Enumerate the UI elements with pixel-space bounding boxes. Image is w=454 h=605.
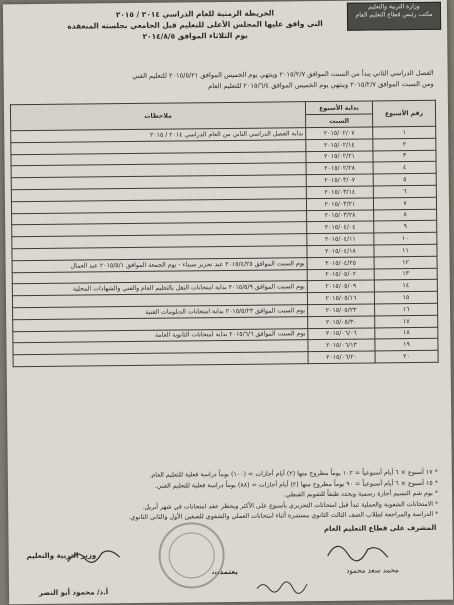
row-week-start-date: ٢٠١٥/٠٦/١٣ <box>308 339 375 351</box>
document-title: الخريطة الزمنية للعام الدراسي ٢٠١٤ / ٢٠١٥ <box>115 8 275 20</box>
approval-label: يعتمد،،، <box>211 567 238 577</box>
row-week-number: ١١ <box>374 244 437 256</box>
row-week-start-date: ٢٠١٥/٠٤/١١ <box>307 233 374 245</box>
row-week-number: ٦ <box>373 185 436 197</box>
ministry-letterhead-stamp <box>347 2 441 31</box>
row-week-number: ١٧ <box>375 315 438 327</box>
row-week-start-date: ٢٠١٥/٠٥/١٦ <box>307 292 374 304</box>
row-week-start-date: ٢٠١٥/٠٦/٠٦ <box>308 328 375 340</box>
supervisor-signature <box>322 535 392 566</box>
official-seal <box>158 522 225 589</box>
row-week-start-date: ٢٠١٥/٠٥/٢٣ <box>308 304 375 316</box>
intro-technical: الفصل الدراسي الثاني يبدأ من السبت الموافق ٢٠١٥/٢/٧ وينتهي يوم الخميس الموافق ٢٠١٥/٥/٢١ للتعليم الفني <box>132 68 434 80</box>
row-week-number: ٧ <box>373 197 436 209</box>
note-oral-exams: * الامتحانات الشفوية والعملية تبدأ قبل امتحانات التحريري بأسبوع على الأكثر ويحظر عقد امتحانات في شهر أبريل. <box>142 500 439 511</box>
row-week-start-date: ٢٠١٥/٠٤/١٨ <box>307 245 374 257</box>
intro-general: ومن السبت الموافق ٢٠١٥/٢/٧ وينتهي يوم الخميس الموافق ٢٠١٥/٦/٤ للتعليم العام <box>208 79 434 91</box>
handwritten-date <box>253 576 313 597</box>
row-note: بداية الفصل الدراسي الثاني من العام الدراسي ٢٠١٤ / ٢٠١٥ <box>11 128 306 143</box>
document-page <box>3 0 453 604</box>
row-week-number: ١ <box>373 126 436 138</box>
row-note <box>13 352 308 367</box>
row-week-start-date: ٢٠١٥/٠٦/٢٠ <box>308 351 375 363</box>
supervisor-name: محمد سعد محمود <box>346 566 399 575</box>
row-week-number: ٣ <box>373 150 436 162</box>
row-week-start-date: ٢٠١٥/٠٣/٢١ <box>306 198 373 210</box>
row-week-start-date: ٢٠١٥/٠٤/٢٥ <box>307 257 374 269</box>
header-week-no: رقم الأسبوع <box>372 100 435 127</box>
row-note: يوم السبت الموافق ٢٠١٥/٥/٢٣ بداية امتحانات الدبلومات الفنية <box>13 305 308 320</box>
stamp-line-ministry: وزارة التربية والتعليم <box>368 2 420 11</box>
row-week-number: ١٢ <box>374 256 437 268</box>
row-note: يوم السبت الموافق ٢٠١٥/٥/٩ بداية امتحانات النقل بالتعليم العام والفني والشهادات المحلية <box>12 281 307 296</box>
row-week-start-date: ٢٠١٥/٠٢/١٤ <box>306 139 373 151</box>
schedule-body <box>11 126 438 366</box>
stamp-line-office: مكتب رئيس قطاع التعليم العام <box>355 10 433 19</box>
row-week-number: ١٣ <box>374 268 437 280</box>
document-header <box>43 7 347 43</box>
row-note: يوم السبت الموافق ٢٠١٥/٤/٢٥ عيد تحرير سيناء - يوم الجمعة الموافق ٢٠١٥/٥/١ عيد العمال <box>12 257 307 272</box>
document-subtitle: التي وافق عليها المجلس الأعلى للتعليم قبل الجامعي بجلسته المنعقدة <box>67 18 323 31</box>
row-week-number: ١٩ <box>375 339 438 351</box>
row-week-number: ٨ <box>374 209 437 221</box>
note-general-days: * ١٧ أسبوع × ٦ أيام أسبوعياً = ١٠٢ يوماً مطروح منها (٢) أيام أجازات = (١٠٠) يوماً دراسة فعلية للتعليم العام. <box>149 468 438 479</box>
row-week-start-date: ٢٠١٥/٠٣/٠٧ <box>306 174 373 186</box>
row-week-start-date: ٢٠١٥/٠٢/٠٧ <box>306 127 373 139</box>
row-week-number: ٢ <box>373 138 436 150</box>
row-week-start-date: ٢٠١٥/٠٥/٠٢ <box>307 269 374 281</box>
row-week-start-date: ٢٠١٥/٠٥/٠٩ <box>307 280 374 292</box>
row-week-number: ١٥ <box>374 291 437 303</box>
row-week-number: ٩ <box>374 221 437 233</box>
row-week-start-date: ٢٠١٥/٠٥/٣٠ <box>308 316 375 328</box>
row-week-start-date: ٢٠١٥/٠٣/١٤ <box>306 186 373 198</box>
supervisor-title: المشرف على قطاع التعليم العام <box>323 523 437 534</box>
minister-name: أ.د/ محمود أبو النصر <box>38 588 109 597</box>
term-intro <box>14 68 434 94</box>
header-saturday: السبت <box>306 114 373 128</box>
header-notes: ملاحظات <box>10 102 305 131</box>
row-week-number: ٤ <box>373 162 436 174</box>
row-week-start-date: ٢٠١٥/٠٢/٢٨ <box>306 162 373 174</box>
row-week-number: ٥ <box>373 174 436 186</box>
schedule-table <box>10 100 439 367</box>
row-week-start-date: ٢٠١٥/٠٤/٠٤ <box>307 221 374 233</box>
minister-title: وزير التربية والتعليم <box>26 551 97 561</box>
row-note: يوم السبت الموافق ٢٠١٥/٦/٦ بداية امتحانات الثانوية العامة <box>13 328 308 343</box>
row-week-number: ١٨ <box>375 327 438 339</box>
note-technical-days: * ١٥ أسبوع × ٦ أيام أسبوعياً = ٩٠ يوماً مطروح منها (٢) أيام أجازات = (٨٨) يوماً دراسة فعلية للتعليم الفني. <box>154 479 438 490</box>
row-week-start-date: ٢٠١٥/٠٢/٢١ <box>306 151 373 163</box>
meeting-date: يوم الثلاثاء الموافق ٢٠١٤/٨/٥ <box>142 30 248 41</box>
header-week-start: بداية الأسبوع <box>305 101 372 115</box>
row-week-number: ١٦ <box>375 303 438 315</box>
row-week-number: ٢٠ <box>375 350 438 362</box>
row-week-number: ١٠ <box>374 232 437 244</box>
note-secondary-review: * الدراسة والمراجعة لطلاب الصف الثالث الثانوي مستمرة أثناء امتحانات العملي والشفوي للصفين الأول والثاني الثانوي. <box>128 511 439 522</box>
row-week-number: ١٤ <box>374 280 437 292</box>
row-week-start-date: ٢٠١٥/٠٣/٢٨ <box>307 210 374 222</box>
note-sham-el-nessim: * يوم شم النسيم أجازة رسمية ويحدد طبقاً للتقويم القبطي. <box>283 489 439 499</box>
footnotes <box>18 468 439 525</box>
minister-signature <box>64 543 124 570</box>
